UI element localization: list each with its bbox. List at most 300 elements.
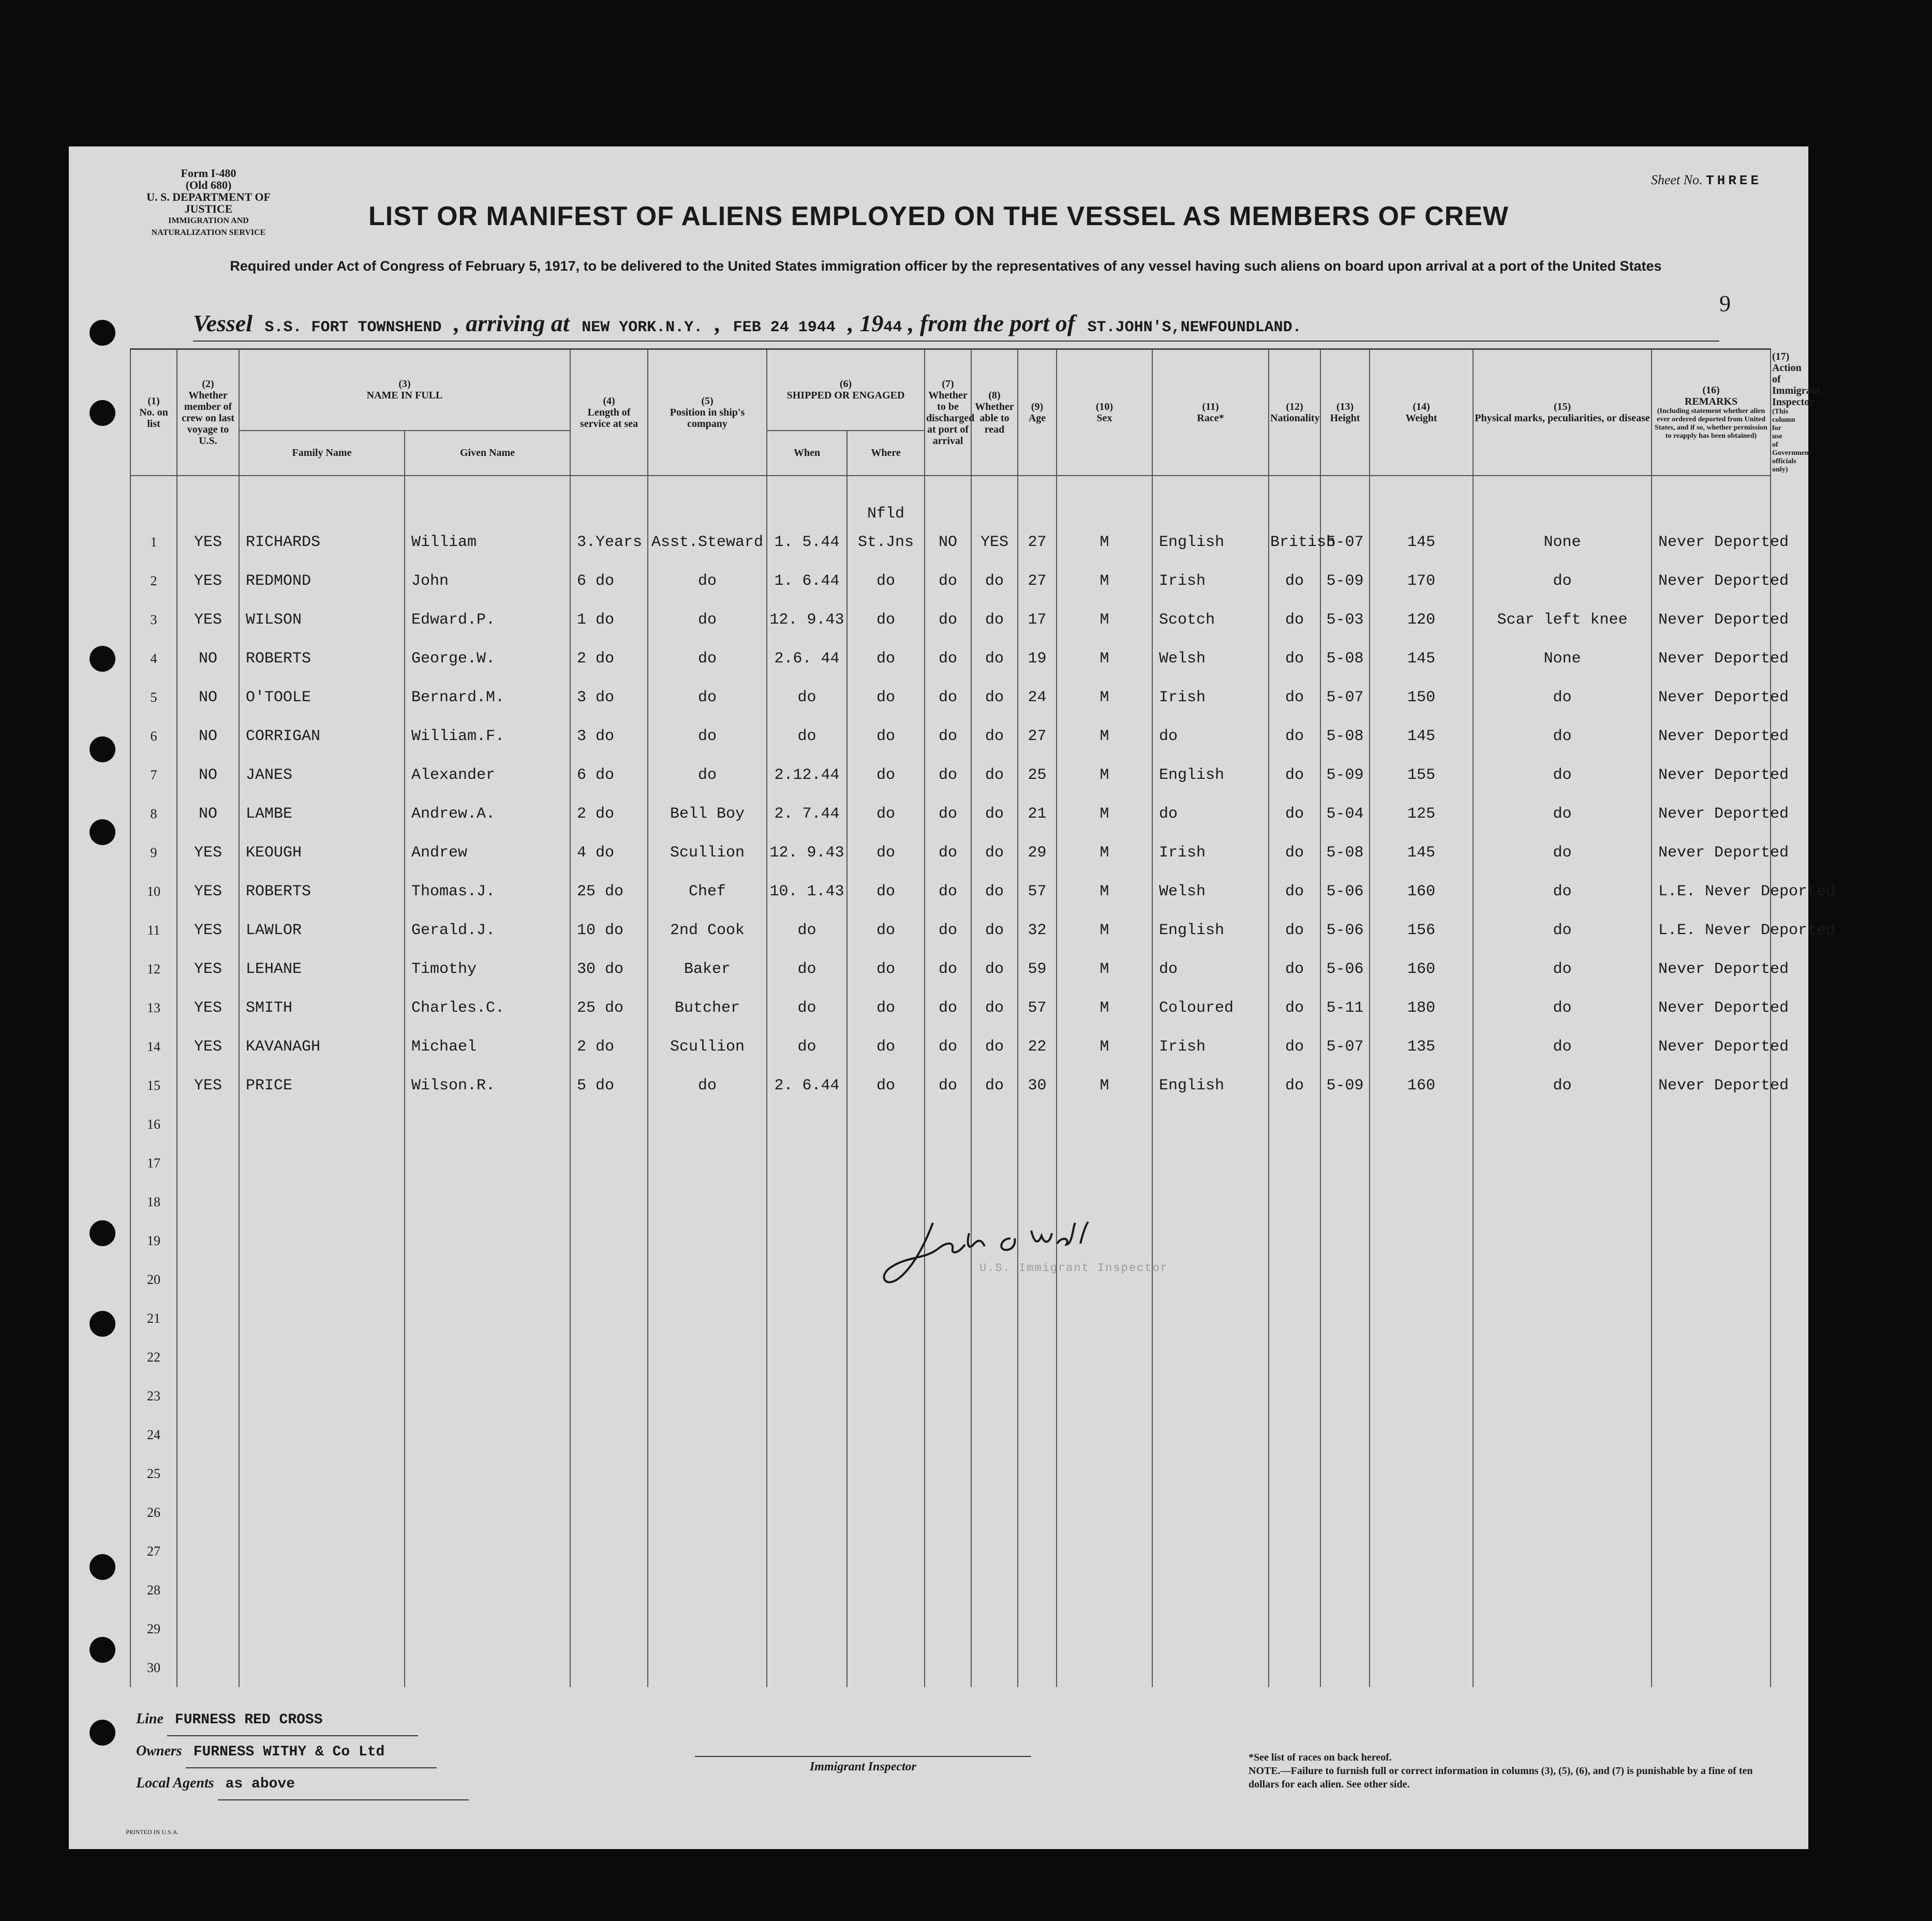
cell-weight: 155	[1370, 756, 1473, 794]
crew-row	[130, 678, 1771, 717]
cell-race: English	[1152, 911, 1269, 950]
crew-row	[130, 950, 1771, 988]
cell-marks: do	[1473, 756, 1652, 794]
agents-label: Local Agents	[136, 1775, 214, 1791]
cell-marks: do	[1473, 1027, 1652, 1066]
cell-marks: Scar left knee	[1473, 600, 1652, 639]
cell-position: do	[648, 561, 767, 600]
empty-row	[130, 1648, 1771, 1687]
spacer-row	[130, 476, 1771, 523]
cell-service: 5 do	[570, 1066, 648, 1105]
cell-nationality: do	[1269, 794, 1320, 833]
cell-race: do	[1152, 717, 1269, 756]
cell-nationality: do	[1269, 561, 1320, 600]
cell-when: 1. 6.44	[767, 561, 847, 600]
cell-position: Butcher	[648, 988, 767, 1027]
cell-discharged: do	[925, 794, 971, 833]
punch-hole	[90, 1311, 115, 1337]
cell-discharged: do	[925, 678, 971, 717]
cell-discharged: do	[925, 600, 971, 639]
cell-where: do	[847, 561, 925, 600]
cell-age: 27	[1018, 561, 1057, 600]
cell-no: 11	[130, 911, 177, 950]
cell-service: 2 do	[570, 794, 648, 833]
cell-given: Michael	[405, 1027, 570, 1066]
cell-sex: M	[1057, 600, 1152, 639]
cell-nationality: do	[1269, 600, 1320, 639]
cell-marks: do	[1473, 678, 1652, 717]
cell-no: 26	[130, 1493, 177, 1532]
cell-read: do	[971, 911, 1018, 950]
cell-given: Andrew.A.	[405, 794, 570, 833]
cell-sex: M	[1057, 833, 1152, 872]
cell-nationality: do	[1269, 833, 1320, 872]
cell-sex: M	[1057, 950, 1152, 988]
cell-where: do	[847, 639, 925, 678]
cell-given: Thomas.J.	[405, 872, 570, 911]
cell-weight: 145	[1370, 523, 1473, 561]
cell-service: 3 do	[570, 717, 648, 756]
inspector-stamp: U.S. Immigrant Inspector	[979, 1262, 1168, 1275]
punch-hole	[90, 1220, 115, 1246]
cell-when: do	[767, 1027, 847, 1066]
cell-when: 1. 5.44	[767, 523, 847, 561]
cell-discharged: do	[925, 833, 971, 872]
crew-row	[130, 756, 1771, 794]
cell-read: do	[971, 833, 1018, 872]
cell-read: do	[971, 950, 1018, 988]
cell-last: YES	[177, 872, 239, 911]
punch-hole	[90, 646, 115, 672]
crew-row	[130, 833, 1771, 872]
cell-given: John	[405, 561, 570, 600]
cell-no: 20	[130, 1260, 177, 1299]
cell-service: 2 do	[570, 1027, 648, 1066]
cell-no: 29	[130, 1609, 177, 1648]
cell-family: RICHARDS	[239, 523, 405, 561]
cell-sex: M	[1057, 911, 1152, 950]
cell-when: 12. 9.43	[767, 600, 847, 639]
service-name: IMMIGRATION AND NATURALIZATION SERVICE	[151, 216, 266, 237]
cell-family: ROBERTS	[239, 872, 405, 911]
cell-where: do	[847, 872, 925, 911]
cell-no: 4	[130, 639, 177, 678]
cell-no: 9	[130, 833, 177, 872]
arrival-date: FEB 24 1944	[733, 319, 836, 336]
cell-position: 2nd Cook	[648, 911, 767, 950]
cell-age: 32	[1018, 911, 1057, 950]
cell-race: Irish	[1152, 1027, 1269, 1066]
crew-row	[130, 717, 1771, 756]
cell-service: 4 do	[570, 833, 648, 872]
cell-height: 5-09	[1320, 756, 1370, 794]
penalty-note: NOTE.—Failure to furnish full or correct information in columns (3), (5), (6), and (7) is punishable by a fine of ten dollars for each alien. See other side.	[1249, 1765, 1753, 1790]
cell-age: 27	[1018, 717, 1057, 756]
cell-service: 25 do	[570, 988, 648, 1027]
cell-race: English	[1152, 523, 1269, 561]
cell-where: do	[847, 756, 925, 794]
agents-row	[136, 1768, 469, 1800]
cell-given: Wilson.R.	[405, 1066, 570, 1105]
empty-row	[130, 1609, 1771, 1648]
vessel-name: S.S. FORT TOWNSHEND	[264, 319, 442, 336]
inspector-signature	[876, 1213, 1124, 1295]
cell-height: 5-04	[1320, 794, 1370, 833]
cell-position: do	[648, 639, 767, 678]
cell-race: Welsh	[1152, 872, 1269, 911]
cell-age: 17	[1018, 600, 1057, 639]
cell-no: 17	[130, 1144, 177, 1183]
department-name: U. S. DEPARTMENT OF JUSTICE	[146, 190, 271, 215]
cell-given: Andrew	[405, 833, 570, 872]
col-header-given-name: Given Name	[405, 431, 570, 476]
cell-discharged: do	[925, 872, 971, 911]
cell-sex: M	[1057, 1027, 1152, 1066]
cell-age: 25	[1018, 756, 1057, 794]
cell-nationality: do	[1269, 911, 1320, 950]
cell-discharged: do	[925, 1066, 971, 1105]
cell-family: LAMBE	[239, 794, 405, 833]
cell-last: YES	[177, 1066, 239, 1105]
punch-hole	[90, 819, 115, 845]
cell-remarks: Never Deported	[1652, 678, 1771, 717]
cell-no: 12	[130, 950, 177, 988]
vessel-owner-info	[136, 1704, 469, 1800]
empty-row	[130, 1532, 1771, 1571]
crew-row	[130, 1066, 1771, 1105]
cell-position: Scullion	[648, 1027, 767, 1066]
punch-hole	[90, 736, 115, 762]
page-title: LIST OR MANIFEST OF ALIENS EMPLOYED ON THE VESSEL AS MEMBERS OF CREW	[368, 201, 1509, 231]
cell-remarks: L.E. Never Deported	[1652, 872, 1771, 911]
cell-position: do	[648, 717, 767, 756]
punch-hole	[90, 1554, 115, 1580]
cell-read: do	[971, 872, 1018, 911]
cell-position: do	[648, 600, 767, 639]
cell-given: George.W.	[405, 639, 570, 678]
cell-marks: None	[1473, 639, 1652, 678]
cell-height: 5-08	[1320, 833, 1370, 872]
cell-no: 16	[130, 1105, 177, 1144]
cell-race: Scotch	[1152, 600, 1269, 639]
cell-weight: 156	[1370, 911, 1473, 950]
cell-position: Baker	[648, 950, 767, 988]
cell-no: 7	[130, 756, 177, 794]
cell-sex: M	[1057, 523, 1152, 561]
cell-nationality: do	[1269, 988, 1320, 1027]
departure-port: ST.JOHN'S,NEWFOUNDLAND.	[1087, 319, 1302, 336]
cell-last: YES	[177, 561, 239, 600]
cell-height: 5-06	[1320, 911, 1370, 950]
cell-remarks: L.E. Never Deported	[1652, 911, 1771, 950]
footer-note	[1249, 1751, 1771, 1791]
cell-marks: None	[1473, 523, 1652, 561]
cell-service: 6 do	[570, 756, 648, 794]
cell-discharged: do	[925, 1027, 971, 1066]
cell-where: do	[847, 678, 925, 717]
manifest-body	[130, 476, 1836, 1687]
cell-last: NO	[177, 756, 239, 794]
cell-sex: M	[1057, 678, 1152, 717]
cell-remarks: Never Deported	[1652, 1027, 1771, 1066]
cell-position: Bell Boy	[648, 794, 767, 833]
cell-height: 5-07	[1320, 1027, 1370, 1066]
cell-discharged: do	[925, 717, 971, 756]
cell-weight: 180	[1370, 988, 1473, 1027]
cell-age: 27	[1018, 523, 1057, 561]
cell-discharged: do	[925, 561, 971, 600]
cell-service: 3.Years	[570, 523, 648, 561]
cell-where: do	[847, 833, 925, 872]
cell-where: St.Jns	[847, 523, 925, 561]
cell-remarks: Never Deported	[1652, 523, 1771, 561]
cell-position: do	[648, 756, 767, 794]
cell-weight: 170	[1370, 561, 1473, 600]
cell-service: 10 do	[570, 911, 648, 950]
cell-nationality: do	[1269, 872, 1320, 911]
cell-race: English	[1152, 1066, 1269, 1105]
col-header-weight: (14) Weight	[1370, 349, 1473, 476]
cell-weight: 120	[1370, 600, 1473, 639]
cell-read: do	[971, 600, 1018, 639]
cell-read: do	[971, 717, 1018, 756]
cell-family: LAWLOR	[239, 911, 405, 950]
cell-height: 5-08	[1320, 717, 1370, 756]
cell-weight: 145	[1370, 833, 1473, 872]
page-number: 9	[1719, 291, 1731, 316]
races-note: *See list of races on back hereof.	[1249, 1752, 1392, 1763]
cell-when: do	[767, 911, 847, 950]
cell-given: Alexander	[405, 756, 570, 794]
cell-no: 6	[130, 717, 177, 756]
cell-read: do	[971, 794, 1018, 833]
cell-when: do	[767, 988, 847, 1027]
cell-remarks: Never Deported	[1652, 639, 1771, 678]
cell-remarks: Never Deported	[1652, 756, 1771, 794]
cell-family: ROBERTS	[239, 639, 405, 678]
cell-no: 1	[130, 523, 177, 561]
cell-given: Edward.P.	[405, 600, 570, 639]
cell-read: do	[971, 1027, 1018, 1066]
cell-marks: do	[1473, 988, 1652, 1027]
cell-no: 27	[130, 1532, 177, 1571]
cell-marks: do	[1473, 717, 1652, 756]
crew-row	[130, 794, 1771, 833]
cell-given: Charles.C.	[405, 988, 570, 1027]
cell-no: 30	[130, 1648, 177, 1687]
cell-age: 19	[1018, 639, 1057, 678]
cell-age: 22	[1018, 1027, 1057, 1066]
cell-height: 5-09	[1320, 561, 1370, 600]
cell-marks: do	[1473, 911, 1652, 950]
cell-given: Bernard.M.	[405, 678, 570, 717]
cell-age: 24	[1018, 678, 1057, 717]
cell-service: 25 do	[570, 872, 648, 911]
cell-nationality: British	[1269, 523, 1320, 561]
cell-sex: M	[1057, 639, 1152, 678]
cell-service: 6 do	[570, 561, 648, 600]
cell-family: REDMOND	[239, 561, 405, 600]
cell-when: do	[767, 717, 847, 756]
cell-nationality: do	[1269, 639, 1320, 678]
cell-position: Asst.Steward	[648, 523, 767, 561]
cell-remarks: Never Deported	[1652, 600, 1771, 639]
owners-row	[136, 1736, 469, 1768]
cell-last: YES	[177, 833, 239, 872]
cell-weight: 135	[1370, 1027, 1473, 1066]
cell-nationality: do	[1269, 678, 1320, 717]
cell-discharged: NO	[925, 523, 971, 561]
cell-last: NO	[177, 794, 239, 833]
sheet-number	[1651, 172, 1762, 188]
cell-position: do	[648, 1066, 767, 1105]
col-header-family-name: Family Name	[239, 431, 405, 476]
cell-marks: do	[1473, 794, 1652, 833]
cell-last: YES	[177, 950, 239, 988]
cell-where: do	[847, 988, 925, 1027]
vessel-line: Vessel S.S. FORT TOWNSHEND , arriving at NEW YORK.N.Y. , FEB 24 1944 , 1944 , from the port of ST.JOHN'S,NEWFOUNDLAND.	[193, 309, 1719, 342]
cell-read: do	[971, 1066, 1018, 1105]
cell-no: 23	[130, 1377, 177, 1415]
col-header-where: Where	[847, 431, 925, 476]
cell-remarks: Never Deported	[1652, 1066, 1771, 1105]
cell-discharged: do	[925, 639, 971, 678]
cell-no: 2	[130, 561, 177, 600]
cell-when: do	[767, 950, 847, 988]
cell-family: JANES	[239, 756, 405, 794]
cell-when: do	[767, 678, 847, 717]
cell-given: William	[405, 523, 570, 561]
cell-family: PRICE	[239, 1066, 405, 1105]
cell-nationality: do	[1269, 950, 1320, 988]
vessel-label: Vessel	[193, 310, 252, 336]
page-subtitle: Required under Act of Congress of February 5, 1917, to be delivered to the United States immigration officer by the representatives of any vessel having such aliens on board upon arrival at a port of the United States	[230, 258, 1662, 274]
cell-height: 5-06	[1320, 950, 1370, 988]
cell-no: 14	[130, 1027, 177, 1066]
cell-age: 57	[1018, 988, 1057, 1027]
cell-marks: do	[1473, 1066, 1652, 1105]
cell-no: 24	[130, 1415, 177, 1454]
cell-discharged: do	[925, 911, 971, 950]
crew-row	[130, 561, 1771, 600]
punch-hole	[90, 1637, 115, 1663]
cell-read: do	[971, 639, 1018, 678]
cell-service: 2 do	[570, 639, 648, 678]
col-header-no: (1) No. on list	[130, 349, 177, 476]
punch-hole	[90, 400, 115, 426]
cell-read: do	[971, 988, 1018, 1027]
cell-given: Timothy	[405, 950, 570, 988]
cell-where: do	[847, 600, 925, 639]
cell-no: 21	[130, 1299, 177, 1338]
cell-position: do	[648, 678, 767, 717]
cell-race: do	[1152, 950, 1269, 988]
cell-family: SMITH	[239, 988, 405, 1027]
col-header-position: (5) Position in ship's company	[648, 349, 767, 476]
empty-row	[130, 1454, 1771, 1493]
cell-height: 5-09	[1320, 1066, 1370, 1105]
cell-last: YES	[177, 988, 239, 1027]
cell-age: 59	[1018, 950, 1057, 988]
cell-sex: M	[1057, 988, 1152, 1027]
where-note: Nfld	[847, 476, 925, 523]
cell-read: do	[971, 678, 1018, 717]
cell-remarks: Never Deported	[1652, 561, 1771, 600]
cell-nationality: do	[1269, 1066, 1320, 1105]
crew-manifest-table	[130, 348, 1836, 1687]
header-row: (1) No. on list (2) Whether member of crew on last voyage to U.S. (3) NAME IN FULL (4) Length of service at sea (5) Position in ship's company (6) SHIPPED OR ENGAGED (7) Whether to be discharged at port of arrival (8) Whether able to read (9) Age (10) Sex (11) Race* (12) Nationality (13) Height (14) Weight (15) Physical marks, peculiarities, or disease (16) REMARKS (Including statement whether alien ever ordered deported from United States, and if so, whether permission to reapply has been obtained) (17) Action of Immigrant Inspector (This column for use of Government officials only)	[130, 349, 1771, 431]
line-value: FURNESS RED CROSS	[167, 1705, 418, 1736]
col-header-sex: (10) Sex	[1057, 349, 1152, 476]
crew-row	[130, 911, 1771, 950]
cell-when: 2. 7.44	[767, 794, 847, 833]
cell-position: Chef	[648, 872, 767, 911]
cell-nationality: do	[1269, 717, 1320, 756]
agents-value: as above	[218, 1769, 469, 1800]
manifest-sheet	[69, 146, 1836, 1849]
form-old-number: (Old 680)	[185, 179, 232, 191]
cell-no: 28	[130, 1571, 177, 1609]
cell-service: 1 do	[570, 600, 648, 639]
cell-sex: M	[1057, 872, 1152, 911]
cell-where: do	[847, 911, 925, 950]
cell-no: 25	[130, 1454, 177, 1493]
crew-row	[130, 600, 1771, 639]
cell-remarks: Never Deported	[1652, 794, 1771, 833]
cell-read: YES	[971, 523, 1018, 561]
cell-discharged: do	[925, 950, 971, 988]
cell-weight: 160	[1370, 1066, 1473, 1105]
from-label: , from the port of	[908, 310, 1076, 336]
cell-service: 30 do	[570, 950, 648, 988]
cell-sex: M	[1057, 756, 1152, 794]
empty-row	[130, 1571, 1771, 1609]
col-header-race: (11) Race*	[1152, 349, 1269, 476]
cell-when: 2. 6.44	[767, 1066, 847, 1105]
cell-when: 2.12.44	[767, 756, 847, 794]
col-header-age: (9) Age	[1018, 349, 1057, 476]
cell-no: 18	[130, 1183, 177, 1221]
cell-service: 3 do	[570, 678, 648, 717]
cell-where: do	[847, 1066, 925, 1105]
cell-weight: 160	[1370, 872, 1473, 911]
cell-discharged: do	[925, 988, 971, 1027]
cell-weight: 125	[1370, 794, 1473, 833]
cell-where: do	[847, 794, 925, 833]
owners-value: FURNESS WITHY & Co Ltd	[186, 1737, 437, 1768]
cell-height: 5-07	[1320, 523, 1370, 561]
cell-height: 5-03	[1320, 600, 1370, 639]
cell-when: 10. 1.43	[767, 872, 847, 911]
cell-when: 12. 9.43	[767, 833, 847, 872]
cell-last: NO	[177, 717, 239, 756]
cell-age: 21	[1018, 794, 1057, 833]
cell-last: NO	[177, 639, 239, 678]
line-row	[136, 1704, 469, 1736]
arrival-port: NEW YORK.N.Y.	[582, 319, 703, 336]
cell-sex: M	[1057, 1066, 1152, 1105]
cell-family: KAVANAGH	[239, 1027, 405, 1066]
empty-row	[130, 1377, 1771, 1415]
cell-no: 3	[130, 600, 177, 639]
punch-hole	[90, 1720, 115, 1746]
form-number: Form I-480	[181, 167, 236, 180]
cell-remarks: Never Deported	[1652, 717, 1771, 756]
empty-row	[130, 1105, 1771, 1144]
col-header-marks: (15) Physical marks, peculiarities, or disease	[1473, 349, 1652, 476]
cell-sex: M	[1057, 561, 1152, 600]
crew-row	[130, 639, 1771, 678]
